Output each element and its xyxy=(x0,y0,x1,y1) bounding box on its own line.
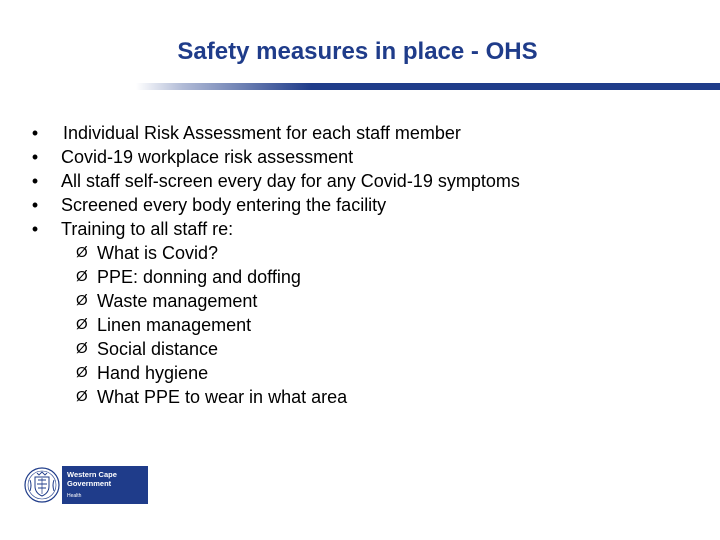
bullet-text: Covid-19 workplace risk assessment xyxy=(61,147,354,167)
arrow-bullet-icon: Ø xyxy=(76,316,88,333)
slide-title: Safety measures in place - OHS xyxy=(177,38,538,65)
sub-bullet-text: What is Covid? xyxy=(97,243,219,263)
arrow-bullet-icon: Ø xyxy=(76,340,88,357)
sub-bullet-item xyxy=(76,289,347,313)
sub-bullet-text: Hand hygiene xyxy=(97,363,209,383)
bullet-icon: • xyxy=(31,195,39,215)
arrow-bullet-icon: Ø xyxy=(76,244,88,261)
title-underline-bar xyxy=(136,83,720,90)
bullet-icon: • xyxy=(31,147,39,167)
logo-line-government: Government xyxy=(67,479,112,488)
arrow-bullet-icon: Ø xyxy=(76,292,88,309)
logo-line-western-cape: Western Cape xyxy=(67,470,117,479)
western-cape-government-logo xyxy=(22,465,147,505)
sub-bullet-text: Social distance xyxy=(97,339,219,359)
sub-bullet-text: What PPE to wear in what area xyxy=(97,387,348,407)
bullet-item xyxy=(30,193,520,217)
bullet-item xyxy=(30,217,520,241)
bullet-list xyxy=(30,121,520,241)
arrow-bullet-icon: Ø xyxy=(76,364,88,381)
coat-of-arms-icon xyxy=(22,465,62,505)
arrow-bullet-icon: Ø xyxy=(76,388,88,405)
bullet-item xyxy=(30,145,520,169)
sub-bullet-text: Waste management xyxy=(97,291,258,311)
sub-bullet-item xyxy=(76,361,347,385)
sub-bullet-list xyxy=(76,241,347,409)
bullet-text: Training to all staff re: xyxy=(61,219,234,239)
sub-bullet-item xyxy=(76,385,347,409)
sub-bullet-text: PPE: donning and doffing xyxy=(97,267,301,287)
bullet-text: All staff self-screen every day for any Covid-19 symptoms xyxy=(61,171,520,191)
bullet-icon: • xyxy=(31,171,39,191)
bullet-item xyxy=(30,169,520,193)
bullet-icon: • xyxy=(31,123,39,143)
sub-bullet-item xyxy=(76,265,347,289)
logo-line-health: Health xyxy=(67,493,82,499)
bullet-item xyxy=(30,121,520,145)
sub-bullet-item xyxy=(76,313,347,337)
sub-bullet-text: Linen management xyxy=(97,315,252,335)
bullet-text: Screened every body entering the facility xyxy=(61,195,387,215)
sub-bullet-item xyxy=(76,337,347,361)
bullet-text: Individual Risk Assessment for each staff member xyxy=(63,123,461,143)
logo-wordmark-box xyxy=(62,466,148,504)
bullet-icon: • xyxy=(31,219,39,239)
arrow-bullet-icon: Ø xyxy=(76,268,88,285)
sub-bullet-item xyxy=(76,241,347,265)
